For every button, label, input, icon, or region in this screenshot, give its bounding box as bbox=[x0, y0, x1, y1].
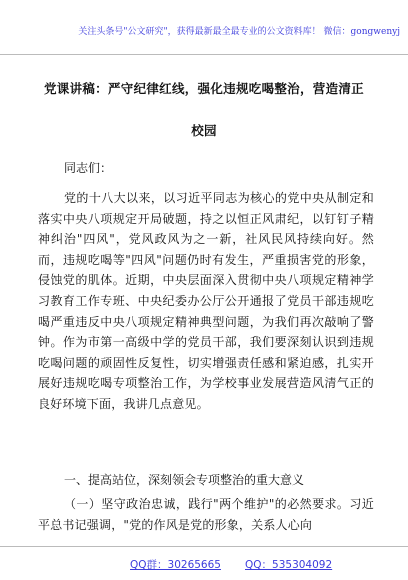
page-header bbox=[0, 0, 408, 55]
document-title-line-1: 党课讲稿：严守纪律红线，强化违规吃喝整治，营造清正 bbox=[43, 81, 364, 96]
footer-qq-group: QQ群：30265665 bbox=[130, 559, 221, 571]
section-heading-1: 一、提高站位，深刻领会专项整治的重大意义 bbox=[64, 473, 305, 487]
page-footer bbox=[0, 546, 408, 580]
body-paragraph-2: （一）坚守政治忠诚，践行"两个维护"的必然要求。习近平总书记强调，"党的作风是党的形象，关系人心向 bbox=[38, 497, 374, 532]
body-paragraph-1: 党的十八大以来，以习近平同志为核心的党中央从制定和落实中央八项规定开局破题，持之以恒正风肃纪，以钉钉子精神纠治"四风"，党风政风为之一新，社风民风持续向好。然而，违规吃喝等"四风"问题仍时有发生，严重损害党的形象，侵蚀党的肌体。近期，中央层面深入贯彻中央八项规定精神学习教育工作专班、中央纪委办公厅公开通报了党员干部违规吃喝严重违反中央八项规定精神典型问题，为我们再次敲响了警钟。作为市第一高级中学的党员干部，我们要深刻认识到违规吃喝问题的顽固性反复性，切实增强责任感和紧迫感，扎实开展好违规吃喝专项整治工作，为学校事业发展营造风清气正的良好环境下面，我讲几点意见。 bbox=[38, 191, 374, 411]
footer-qq-contact: QQ：535304092 bbox=[245, 559, 333, 571]
greeting: 同志们： bbox=[64, 161, 113, 175]
document-title-line-2: 校园 bbox=[191, 123, 217, 138]
header-promo-text: 关注头条号"公文研究"，获得最新最全最专业的公文资料库！ 微信：gongwenyj bbox=[78, 27, 400, 37]
